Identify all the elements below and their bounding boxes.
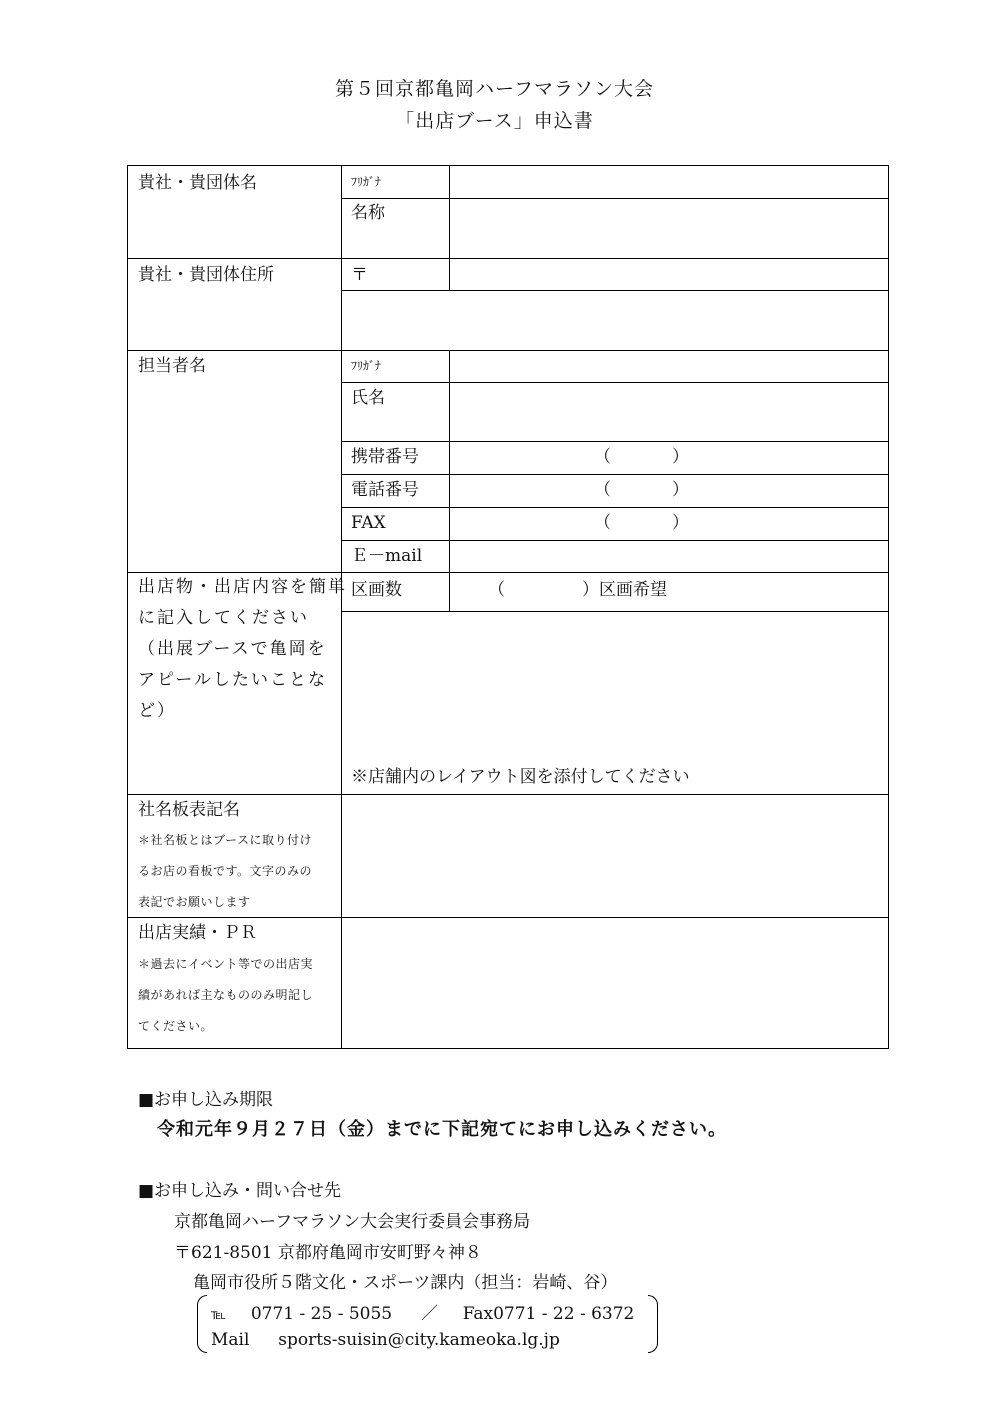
company-furigana-label: ﾌﾘｶﾞﾅ <box>351 175 382 189</box>
postal-code-input[interactable] <box>450 259 888 290</box>
paren-open: （ <box>594 480 611 500</box>
signboard-label: 社名板表記名 <box>138 800 240 820</box>
bracket-left <box>197 1295 207 1353</box>
mail-address-link[interactable]: sports-suisin@city.kameoka.lg.jp <box>278 1330 560 1350</box>
mobile-label: 携帯番号 <box>351 447 419 467</box>
person-furigana-input[interactable] <box>450 351 888 382</box>
mail-label: Mail <box>211 1330 250 1350</box>
company-name-field-label: 名称 <box>351 203 385 223</box>
signboard-note: ＊社名板とはブースに取り付け るお店の看板です。文字のみの 表記でお願いします <box>138 833 313 909</box>
sections-paren-open: （ <box>488 580 505 600</box>
mail-line <box>211 1330 560 1350</box>
paren-open: （ <box>594 447 611 467</box>
address-input[interactable] <box>342 291 888 350</box>
paren-close: ） <box>672 447 689 467</box>
paren-open: （ <box>594 513 611 533</box>
tel-number: 0771 - 25 - 5055 <box>250 1304 393 1324</box>
page-title: 第５回京都亀岡ハーフマラソン大会 <box>334 78 655 100</box>
phone-input[interactable] <box>450 475 888 507</box>
contact-heading: ■お申し込み・問い合せ先 <box>138 1181 342 1201</box>
fax-label: FAX <box>351 513 386 533</box>
email-input[interactable] <box>450 541 888 572</box>
postal-mark: 〒 <box>351 265 368 285</box>
deadline-text: 令和元年９月２７日（金）までに下記宛てにお申し込みください。 <box>157 1119 727 1140</box>
separator: ／ <box>420 1304 438 1324</box>
email-label: Ｅ－mail <box>351 546 423 566</box>
application-form-table <box>127 165 889 1049</box>
contact-details-box <box>197 1295 658 1353</box>
company-address-label: 貴社・貴団体住所 <box>138 265 274 285</box>
paren-close: ） <box>672 480 689 500</box>
tel-label: ℡ <box>211 1307 227 1323</box>
sections-suffix: ）区画希望 <box>582 580 667 600</box>
tel-fax-line <box>211 1299 634 1324</box>
bracket-right <box>648 1295 658 1353</box>
phone-label: 電話番号 <box>351 480 419 500</box>
sections-label: 区画数 <box>351 580 402 600</box>
company-name-label: 貴社・貴団体名 <box>138 173 257 193</box>
record-input[interactable] <box>342 918 888 1048</box>
contact-organization: 京都亀岡ハーフマラソン大会実行委員会事務局 <box>174 1212 531 1232</box>
contact-address: 〒621-8501 京都府亀岡市安町野々神８ <box>174 1243 482 1263</box>
fax-number: Fax0771 - 22 - 6372 <box>462 1304 635 1324</box>
items-label: 出店物・出店内容を簡単 に記入してください （出展ブースで亀岡を アピールしたいことな ど） <box>138 577 347 721</box>
record-note: ＊過去にイベント等での出店実 績があれば主なもののみ明記し てください。 <box>138 957 314 1033</box>
person-name-input[interactable] <box>450 383 888 441</box>
person-furigana-label: ﾌﾘｶﾞﾅ <box>351 359 382 373</box>
company-furigana-input[interactable] <box>450 167 888 198</box>
person-name-label: 氏名 <box>351 388 385 408</box>
person-label: 担当者名 <box>138 356 206 376</box>
deadline-heading: ■お申し込み期限 <box>138 1090 274 1110</box>
paren-close: ） <box>672 513 689 533</box>
layout-note: ※店舗内のレイアウト図を添付してください <box>351 767 690 787</box>
page-subtitle: 「出店ブース」申込書 <box>395 110 594 132</box>
record-label: 出店実績・ＰＲ <box>138 923 257 943</box>
company-name-input[interactable] <box>450 199 888 258</box>
fax-input[interactable] <box>450 508 888 540</box>
signboard-input[interactable] <box>342 795 888 917</box>
contact-department: 亀岡市役所５階文化・スポーツ課内（担当：岩崎、谷） <box>193 1273 618 1293</box>
mobile-input[interactable] <box>450 442 888 474</box>
sections-input[interactable] <box>450 573 888 611</box>
